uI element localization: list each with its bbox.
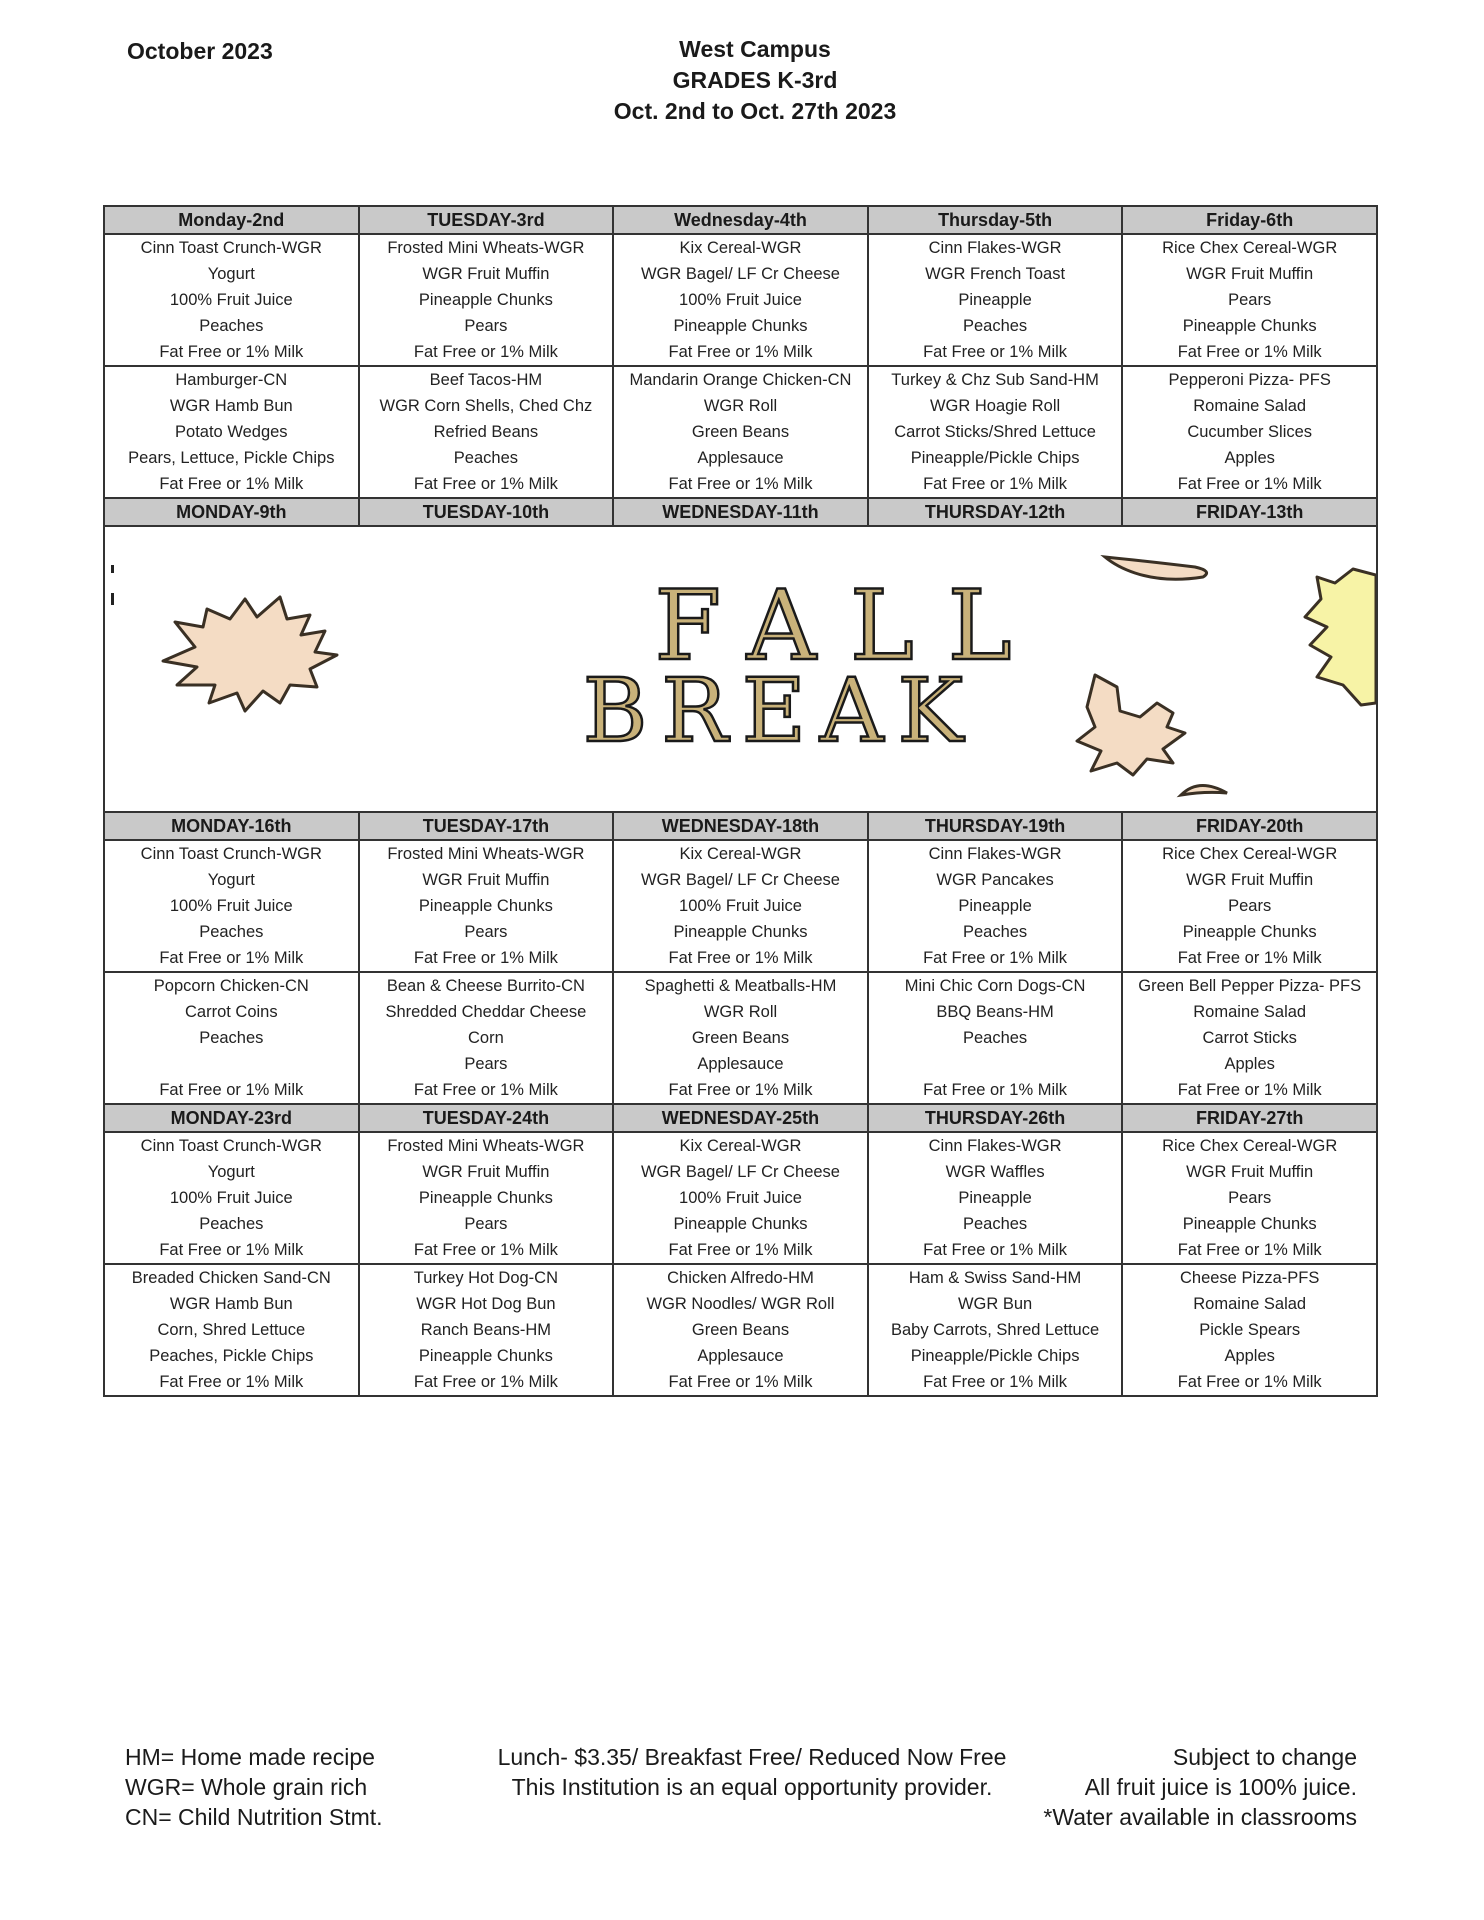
menu-item: WGR Bagel/ LF Cr Cheese <box>613 867 868 893</box>
menu-item: Cinn Flakes-WGR <box>868 234 1123 261</box>
fall-break-line1: FALL <box>654 570 1046 682</box>
menu-item: WGR Fruit Muffin <box>359 261 614 287</box>
menu-item: Turkey & Chz Sub Sand-HM <box>868 366 1123 393</box>
menu-item: BBQ Beans-HM <box>868 999 1123 1025</box>
lunch-row <box>104 1025 1377 1051</box>
menu-item: Pineapple <box>868 287 1123 313</box>
menu-item: Kix Cereal-WGR <box>613 1132 868 1159</box>
lunch-row <box>104 471 1377 498</box>
menu-item: Bean & Cheese Burrito-CN <box>359 972 614 999</box>
menu-item: Mini Chic Corn Dogs-CN <box>868 972 1123 999</box>
menu-item: Cinn Toast Crunch-WGR <box>104 1132 359 1159</box>
menu-item: Rice Chex Cereal-WGR <box>1122 1132 1377 1159</box>
lunch-row <box>104 1264 1377 1291</box>
breakfast-row <box>104 1132 1377 1159</box>
menu-item: Fat Free or 1% Milk <box>359 471 614 498</box>
menu-item: Pineapple <box>868 893 1123 919</box>
breakfast-row <box>104 287 1377 313</box>
day-header: TUESDAY-24th <box>359 1104 614 1132</box>
menu-item: WGR Fruit Muffin <box>1122 867 1377 893</box>
juice-note: All fruit juice is 100% juice. <box>1084 1774 1357 1800</box>
lunch-row <box>104 1077 1377 1104</box>
legend-cn: CN= Child Nutrition Stmt. <box>125 1804 383 1830</box>
menu-item: Peaches <box>104 313 359 339</box>
menu-item: Cinn Toast Crunch-WGR <box>104 840 359 867</box>
menu-item: Pears <box>359 313 614 339</box>
lunch-row <box>104 1317 1377 1343</box>
menu-item: Pineapple Chunks <box>359 893 614 919</box>
menu-item: WGR Fruit Muffin <box>1122 261 1377 287</box>
footer-notes <box>1043 1742 1357 1832</box>
menu-item: Fat Free or 1% Milk <box>1122 339 1377 366</box>
menu-item: Fat Free or 1% Milk <box>868 1237 1123 1264</box>
campus-name: West Campus <box>679 36 831 62</box>
day-header: THURSDAY-26th <box>868 1104 1123 1132</box>
menu-item: WGR Hamb Bun <box>104 393 359 419</box>
day-header: FRIDAY-20th <box>1122 812 1377 840</box>
lunch-row <box>104 445 1377 471</box>
menu-item: WGR Waffles <box>868 1159 1123 1185</box>
menu-item: Hamburger-CN <box>104 366 359 393</box>
menu-item: Fat Free or 1% Milk <box>613 339 868 366</box>
lunch-row <box>104 1051 1377 1077</box>
fall-break-graphic <box>105 527 1376 811</box>
legend-wgr: WGR= Whole grain rich <box>125 1774 368 1800</box>
leaf-fragment-icon <box>1181 785 1227 795</box>
menu-item: Pineapple Chunks <box>613 1211 868 1237</box>
menu-item: WGR Hamb Bun <box>104 1291 359 1317</box>
menu-item: Frosted Mini Wheats-WGR <box>359 234 614 261</box>
menu-item: Pears <box>359 1051 614 1077</box>
lunch-row <box>104 972 1377 999</box>
day-header: Friday-6th <box>1122 206 1377 234</box>
menu-item: WGR Bagel/ LF Cr Cheese <box>613 261 868 287</box>
day-header: TUESDAY-17th <box>359 812 614 840</box>
date-range: Oct. 2nd to Oct. 27th 2023 <box>613 98 897 124</box>
day-header: THURSDAY-19th <box>868 812 1123 840</box>
menu-item <box>104 1051 359 1077</box>
menu-item: Fat Free or 1% Milk <box>1122 1237 1377 1264</box>
menu-item: Pears <box>1122 893 1377 919</box>
menu-item: WGR Noodles/ WGR Roll <box>613 1291 868 1317</box>
menu-item: Fat Free or 1% Milk <box>613 471 868 498</box>
breakfast-row <box>104 339 1377 366</box>
menu-item: Peaches <box>104 1211 359 1237</box>
day-header-row <box>104 812 1377 840</box>
menu-item: Spaghetti & Meatballs-HM <box>613 972 868 999</box>
menu-item: Frosted Mini Wheats-WGR <box>359 840 614 867</box>
menu-item: Popcorn Chicken-CN <box>104 972 359 999</box>
menu-item: WGR French Toast <box>868 261 1123 287</box>
menu-item: Fat Free or 1% Milk <box>104 339 359 366</box>
menu-item: Peaches <box>104 1025 359 1051</box>
footer-pricing <box>462 1742 1042 1802</box>
menu-item: Potato Wedges <box>104 419 359 445</box>
menu-item: Fat Free or 1% Milk <box>104 471 359 498</box>
menu-item: WGR Bun <box>868 1291 1123 1317</box>
menu-item: Apples <box>1122 1051 1377 1077</box>
menu-item: Applesauce <box>613 445 868 471</box>
menu-item: Fat Free or 1% Milk <box>359 945 614 972</box>
menu-item: Pickle Spears <box>1122 1317 1377 1343</box>
menu-item: Corn <box>359 1025 614 1051</box>
footer-legend <box>125 1742 383 1832</box>
menu-item: Fat Free or 1% Milk <box>104 1237 359 1264</box>
menu-item: Peaches <box>868 1025 1123 1051</box>
day-header: WEDNESDAY-25th <box>613 1104 868 1132</box>
day-header: TUESDAY-10th <box>359 498 614 526</box>
breakfast-row <box>104 313 1377 339</box>
menu-item: Fat Free or 1% Milk <box>1122 471 1377 498</box>
menu-item: Fat Free or 1% Milk <box>104 1369 359 1396</box>
lunch-row <box>104 1291 1377 1317</box>
menu-item: Turkey Hot Dog-CN <box>359 1264 614 1291</box>
day-header: THURSDAY-12th <box>868 498 1123 526</box>
menu-item: Yogurt <box>104 867 359 893</box>
menu-item: Rice Chex Cereal-WGR <box>1122 840 1377 867</box>
menu-item: Pineapple Chunks <box>359 287 614 313</box>
menu-item: Pineapple Chunks <box>1122 1211 1377 1237</box>
day-header: FRIDAY-27th <box>1122 1104 1377 1132</box>
fall-break-row <box>104 526 1377 812</box>
menu-item: Peaches <box>359 445 614 471</box>
menu-item: Fat Free or 1% Milk <box>104 1077 359 1104</box>
breakfast-row <box>104 840 1377 867</box>
menu-item: Fat Free or 1% Milk <box>868 339 1123 366</box>
menu-item: Pineapple/Pickle Chips <box>868 445 1123 471</box>
menu-item: WGR Fruit Muffin <box>359 867 614 893</box>
menu-item: Fat Free or 1% Milk <box>868 945 1123 972</box>
menu-item: Pears <box>1122 1185 1377 1211</box>
menu-item: Rice Chex Cereal-WGR <box>1122 234 1377 261</box>
menu-item: 100% Fruit Juice <box>104 893 359 919</box>
day-header: WEDNESDAY-11th <box>613 498 868 526</box>
menu-item: Pears, Lettuce, Pickle Chips <box>104 445 359 471</box>
scan-mark <box>111 565 114 573</box>
maple-leaf-icon <box>163 597 337 711</box>
day-header: Monday-2nd <box>104 206 359 234</box>
breakfast-row <box>104 1211 1377 1237</box>
menu-item: Pineapple Chunks <box>613 313 868 339</box>
menu-item: Frosted Mini Wheats-WGR <box>359 1132 614 1159</box>
breakfast-row <box>104 234 1377 261</box>
menu-item: Mandarin Orange Chicken-CN <box>613 366 868 393</box>
menu-item: Green Beans <box>613 1317 868 1343</box>
menu-item: Pears <box>359 1211 614 1237</box>
lunch-row <box>104 999 1377 1025</box>
menu-item: Romaine Salad <box>1122 393 1377 419</box>
menu-item: Romaine Salad <box>1122 1291 1377 1317</box>
menu-item: Fat Free or 1% Milk <box>613 1237 868 1264</box>
menu-item: Fat Free or 1% Milk <box>613 1369 868 1396</box>
menu-item: Breaded Chicken Sand-CN <box>104 1264 359 1291</box>
lunch-row <box>104 1343 1377 1369</box>
maple-leaf-icon <box>1305 569 1376 705</box>
breakfast-row <box>104 867 1377 893</box>
lunch-row <box>104 1369 1377 1396</box>
legend-hm: HM= Home made recipe <box>125 1744 375 1770</box>
menu-item: Green Bell Pepper Pizza- PFS <box>1122 972 1377 999</box>
menu-item: WGR Hot Dog Bun <box>359 1291 614 1317</box>
menu-item <box>868 1051 1123 1077</box>
maple-leaf-icon <box>1077 675 1185 775</box>
subject-to-change-note: Subject to change <box>1172 1744 1357 1770</box>
day-header: Wednesday-4th <box>613 206 868 234</box>
menu-item: Pepperoni Pizza- PFS <box>1122 366 1377 393</box>
water-note: *Water available in classrooms <box>1043 1804 1357 1830</box>
menu-item: WGR Fruit Muffin <box>359 1159 614 1185</box>
menu-item: Green Beans <box>613 1025 868 1051</box>
day-header-row <box>104 498 1377 526</box>
breakfast-row <box>104 893 1377 919</box>
menu-item: Corn, Shred Lettuce <box>104 1317 359 1343</box>
pricing-note: Lunch- $3.35/ Breakfast Free/ Reduced Now Free <box>497 1744 1007 1770</box>
menu-item: Refried Beans <box>359 419 614 445</box>
menu-item: Peaches <box>868 1211 1123 1237</box>
menu-item: Kix Cereal-WGR <box>613 840 868 867</box>
menu-item: WGR Hoagie Roll <box>868 393 1123 419</box>
lunch-row <box>104 419 1377 445</box>
menu-item: Yogurt <box>104 1159 359 1185</box>
breakfast-row <box>104 945 1377 972</box>
lunch-row <box>104 366 1377 393</box>
menu-item: Ham & Swiss Sand-HM <box>868 1264 1123 1291</box>
menu-item: Yogurt <box>104 261 359 287</box>
menu-item: Fat Free or 1% Milk <box>868 471 1123 498</box>
menu-item: 100% Fruit Juice <box>613 1185 868 1211</box>
menu-item: Peaches <box>868 313 1123 339</box>
day-header: Thursday-5th <box>868 206 1123 234</box>
day-header-row <box>104 1104 1377 1132</box>
menu-calendar <box>103 205 1378 1397</box>
menu-item: 100% Fruit Juice <box>613 287 868 313</box>
menu-item: Fat Free or 1% Milk <box>359 1369 614 1396</box>
menu-item: Peaches <box>868 919 1123 945</box>
fall-break-banner <box>104 526 1377 812</box>
menu-item: Fat Free or 1% Milk <box>868 1077 1123 1104</box>
menu-item: Cinn Toast Crunch-WGR <box>104 234 359 261</box>
menu-item: Peaches, Pickle Chips <box>104 1343 359 1369</box>
menu-item: Pineapple Chunks <box>359 1343 614 1369</box>
menu-item: Pineapple Chunks <box>613 919 868 945</box>
equal-opportunity-note: This Institution is an equal opportunity provider. <box>511 1774 993 1800</box>
menu-item: Pears <box>1122 287 1377 313</box>
menu-item: WGR Corn Shells, Ched Chz <box>359 393 614 419</box>
menu-item: Carrot Sticks <box>1122 1025 1377 1051</box>
menu-item: Apples <box>1122 445 1377 471</box>
breakfast-row <box>104 261 1377 287</box>
day-header: TUESDAY-3rd <box>359 206 614 234</box>
menu-item: Romaine Salad <box>1122 999 1377 1025</box>
menu-item: Cheese Pizza-PFS <box>1122 1264 1377 1291</box>
menu-item: Fat Free or 1% Milk <box>1122 1369 1377 1396</box>
menu-item: 100% Fruit Juice <box>104 287 359 313</box>
menu-item: Peaches <box>104 919 359 945</box>
menu-item: WGR Fruit Muffin <box>1122 1159 1377 1185</box>
scan-mark <box>111 593 114 605</box>
day-header: MONDAY-23rd <box>104 1104 359 1132</box>
menu-item: Fat Free or 1% Milk <box>613 1077 868 1104</box>
menu-item: Apples <box>1122 1343 1377 1369</box>
day-header: MONDAY-9th <box>104 498 359 526</box>
menu-item: Carrot Sticks/Shred Lettuce <box>868 419 1123 445</box>
menu-item: Fat Free or 1% Milk <box>1122 945 1377 972</box>
menu-item: Kix Cereal-WGR <box>613 234 868 261</box>
menu-item: Pears <box>359 919 614 945</box>
breakfast-row <box>104 1159 1377 1185</box>
day-header: MONDAY-16th <box>104 812 359 840</box>
menu-item: Fat Free or 1% Milk <box>359 1237 614 1264</box>
menu-item: Pineapple Chunks <box>1122 919 1377 945</box>
menu-item: Baby Carrots, Shred Lettuce <box>868 1317 1123 1343</box>
day-header-row <box>104 206 1377 234</box>
menu-item: 100% Fruit Juice <box>613 893 868 919</box>
menu-item: Fat Free or 1% Milk <box>613 945 868 972</box>
menu-item: Pineapple <box>868 1185 1123 1211</box>
menu-item: Pineapple/Pickle Chips <box>868 1343 1123 1369</box>
menu-item: Cinn Flakes-WGR <box>868 1132 1123 1159</box>
menu-item: Beef Tacos-HM <box>359 366 614 393</box>
lunch-row <box>104 393 1377 419</box>
menu-item: Chicken Alfredo-HM <box>613 1264 868 1291</box>
menu-item: WGR Roll <box>613 999 868 1025</box>
menu-item: Cucumber Slices <box>1122 419 1377 445</box>
menu-item: Fat Free or 1% Milk <box>1122 1077 1377 1104</box>
menu-item: Fat Free or 1% Milk <box>104 945 359 972</box>
day-header: FRIDAY-13th <box>1122 498 1377 526</box>
menu-item: Applesauce <box>613 1051 868 1077</box>
page-header <box>500 34 1010 127</box>
breakfast-row <box>104 1237 1377 1264</box>
menu-item: WGR Pancakes <box>868 867 1123 893</box>
day-header: WEDNESDAY-18th <box>613 812 868 840</box>
menu-item: WGR Bagel/ LF Cr Cheese <box>613 1159 868 1185</box>
menu-item: Pineapple Chunks <box>359 1185 614 1211</box>
leaf-fragment-icon <box>1105 557 1207 579</box>
breakfast-row <box>104 1185 1377 1211</box>
grades-label: GRADES K-3rd <box>672 67 838 93</box>
menu-item: WGR Roll <box>613 393 868 419</box>
menu-item: Green Beans <box>613 419 868 445</box>
menu-item: Pineapple Chunks <box>1122 313 1377 339</box>
menu-item: Fat Free or 1% Milk <box>359 1077 614 1104</box>
menu-item: Shredded Cheddar Cheese <box>359 999 614 1025</box>
fall-break-line2: BREAK <box>582 659 978 762</box>
menu-item: Carrot Coins <box>104 999 359 1025</box>
menu-item: 100% Fruit Juice <box>104 1185 359 1211</box>
menu-item: Cinn Flakes-WGR <box>868 840 1123 867</box>
menu-item: Fat Free or 1% Milk <box>868 1369 1123 1396</box>
menu-item: Fat Free or 1% Milk <box>359 339 614 366</box>
month-label: October 2023 <box>127 38 273 64</box>
menu-item: Ranch Beans-HM <box>359 1317 614 1343</box>
menu-item: Applesauce <box>613 1343 868 1369</box>
breakfast-row <box>104 919 1377 945</box>
